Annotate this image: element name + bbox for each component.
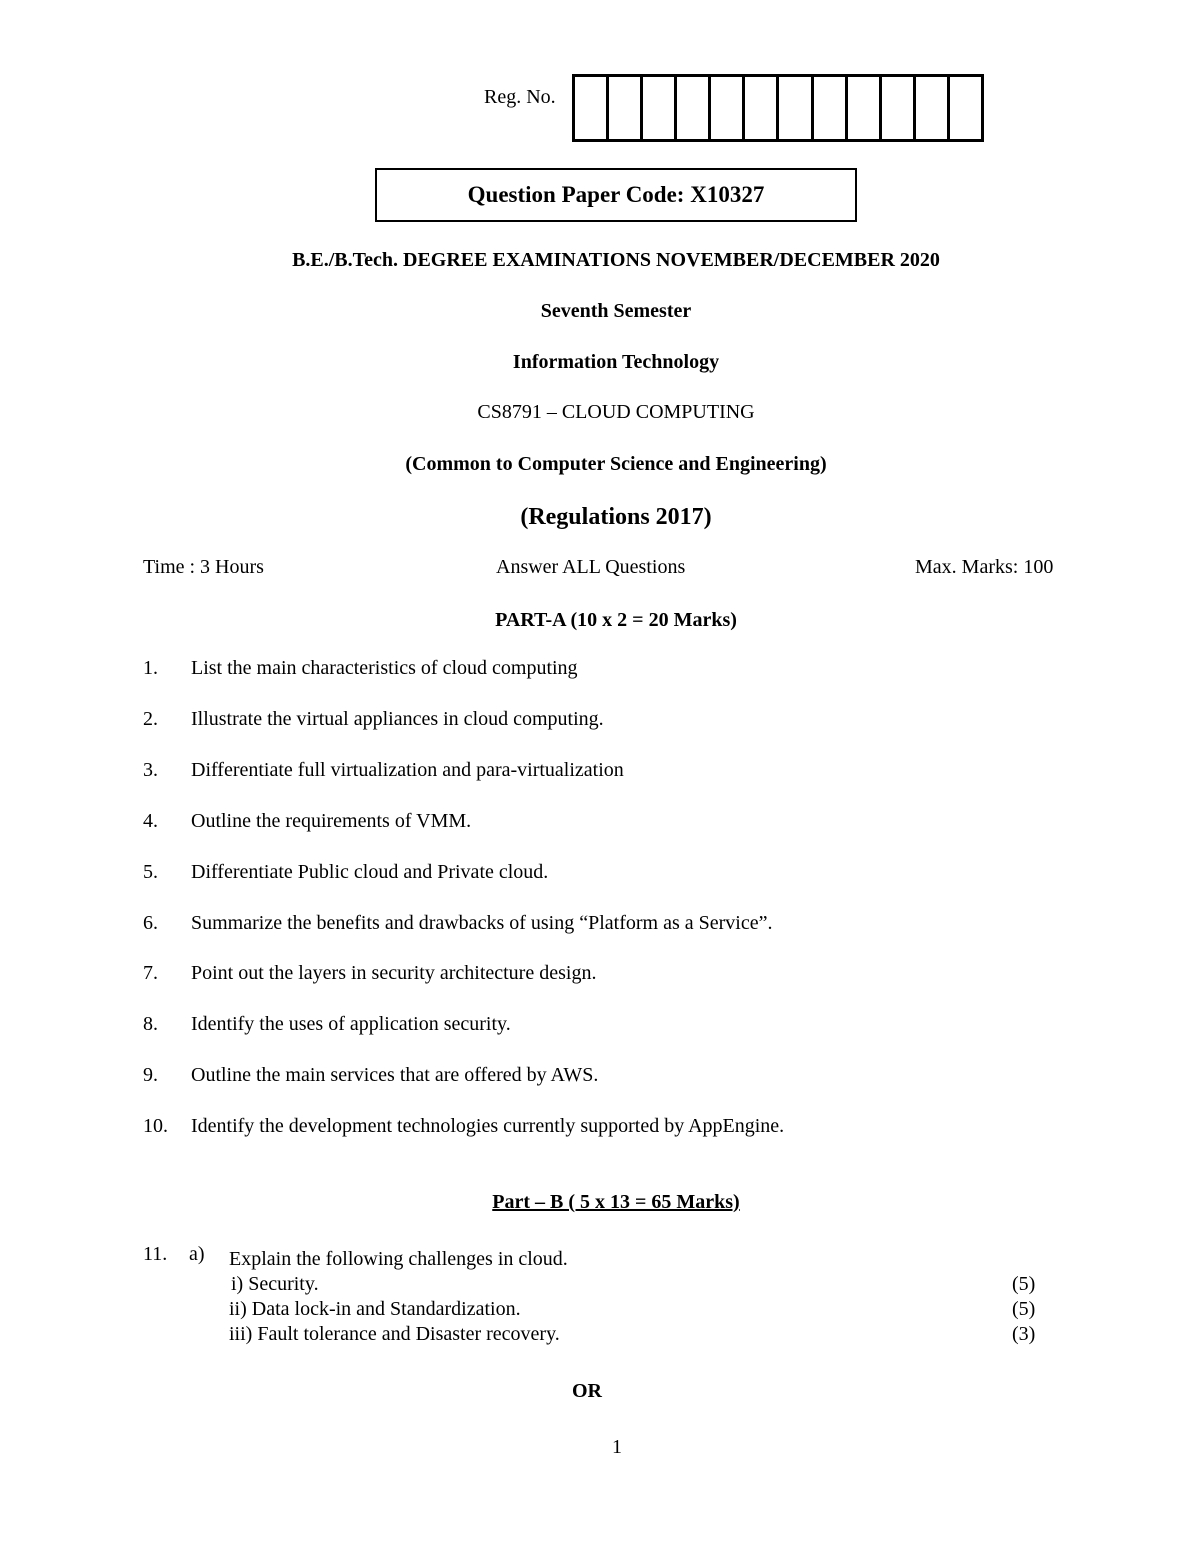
reg-no-cell[interactable]	[779, 77, 813, 139]
question-text: Outline the requirements of VMM.	[191, 810, 472, 832]
exam-instruction: Answer ALL Questions	[496, 556, 686, 578]
question-text: Illustrate the virtual appliances in cloud computing.	[191, 708, 604, 730]
question-text: Outline the main services that are offered by AWS.	[191, 1064, 599, 1086]
reg-no-cell[interactable]	[575, 77, 609, 139]
page-number: 1	[612, 1436, 622, 1458]
regulations-title: (Regulations 2017)	[520, 504, 712, 530]
reg-no-cell[interactable]	[609, 77, 643, 139]
sub-item-text: i) Security.	[231, 1273, 319, 1295]
semester-title: Seventh Semester	[540, 300, 692, 322]
sub-item-text: ii) Data lock-in and Standardization.	[229, 1298, 521, 1320]
reg-no-cell[interactable]	[848, 77, 882, 139]
reg-no-label: Reg. No.	[484, 86, 556, 108]
question-number: 11.	[143, 1243, 168, 1265]
exam-time: Time : 3 Hours	[143, 556, 264, 578]
common-to-title: (Common to Computer Science and Engineering)	[405, 453, 827, 475]
question-number: 2.	[143, 708, 158, 730]
reg-no-cell[interactable]	[814, 77, 848, 139]
question-text: Summarize the benefits and drawbacks of using “Platform as a Service”.	[191, 912, 773, 934]
reg-no-cell[interactable]	[643, 77, 677, 139]
course-title: CS8791 – CLOUD COMPUTING	[477, 401, 755, 423]
part-b-heading: Part – B ( 5 x 13 = 65 Marks)	[492, 1191, 740, 1213]
reg-no-cell[interactable]	[950, 77, 981, 139]
reg-no-boxes[interactable]	[572, 74, 984, 142]
question-number: 5.	[143, 861, 158, 883]
reg-no-cell[interactable]	[882, 77, 916, 139]
question-number: 4.	[143, 810, 158, 832]
question-text: List the main characteristics of cloud computing	[191, 657, 578, 679]
question-text: Differentiate full virtualization and para-virtualization	[191, 759, 624, 781]
question-text: Differentiate Public cloud and Private cloud.	[191, 861, 549, 883]
marks-label: (5)	[1012, 1298, 1036, 1320]
department-title: Information Technology	[512, 351, 720, 373]
marks-label: (3)	[1012, 1323, 1036, 1345]
reg-no-cell[interactable]	[677, 77, 711, 139]
part-a-heading: PART-A (10 x 2 = 20 Marks)	[495, 609, 737, 631]
sub-item-text: iii) Fault tolerance and Disaster recovery.	[229, 1323, 560, 1345]
question-text: Explain the following challenges in cloud.	[229, 1248, 568, 1270]
reg-no-cell[interactable]	[745, 77, 779, 139]
reg-no-cell[interactable]	[711, 77, 745, 139]
question-text: Point out the layers in security architecture design.	[191, 962, 597, 984]
question-text: Identify the development technologies currently supported by AppEngine.	[191, 1115, 785, 1137]
question-number: 8.	[143, 1013, 158, 1035]
question-number: 9.	[143, 1064, 158, 1086]
question-number: 3.	[143, 759, 158, 781]
reg-no-cell[interactable]	[916, 77, 950, 139]
sub-question-label: a)	[189, 1243, 205, 1265]
question-number: 6.	[143, 912, 158, 934]
or-label: OR	[572, 1380, 602, 1402]
question-paper-code: Question Paper Code: X10327	[375, 168, 857, 222]
question-number: 10.	[143, 1115, 168, 1137]
max-marks: Max. Marks: 100	[915, 556, 1054, 578]
question-text: Identify the uses of application security.	[191, 1013, 511, 1035]
exam-title: B.E./B.Tech. DEGREE EXAMINATIONS NOVEMBER/DECEMBER 2020	[292, 249, 940, 271]
question-number: 1.	[143, 657, 158, 679]
question-number: 7.	[143, 962, 158, 984]
marks-label: (5)	[1012, 1273, 1036, 1295]
